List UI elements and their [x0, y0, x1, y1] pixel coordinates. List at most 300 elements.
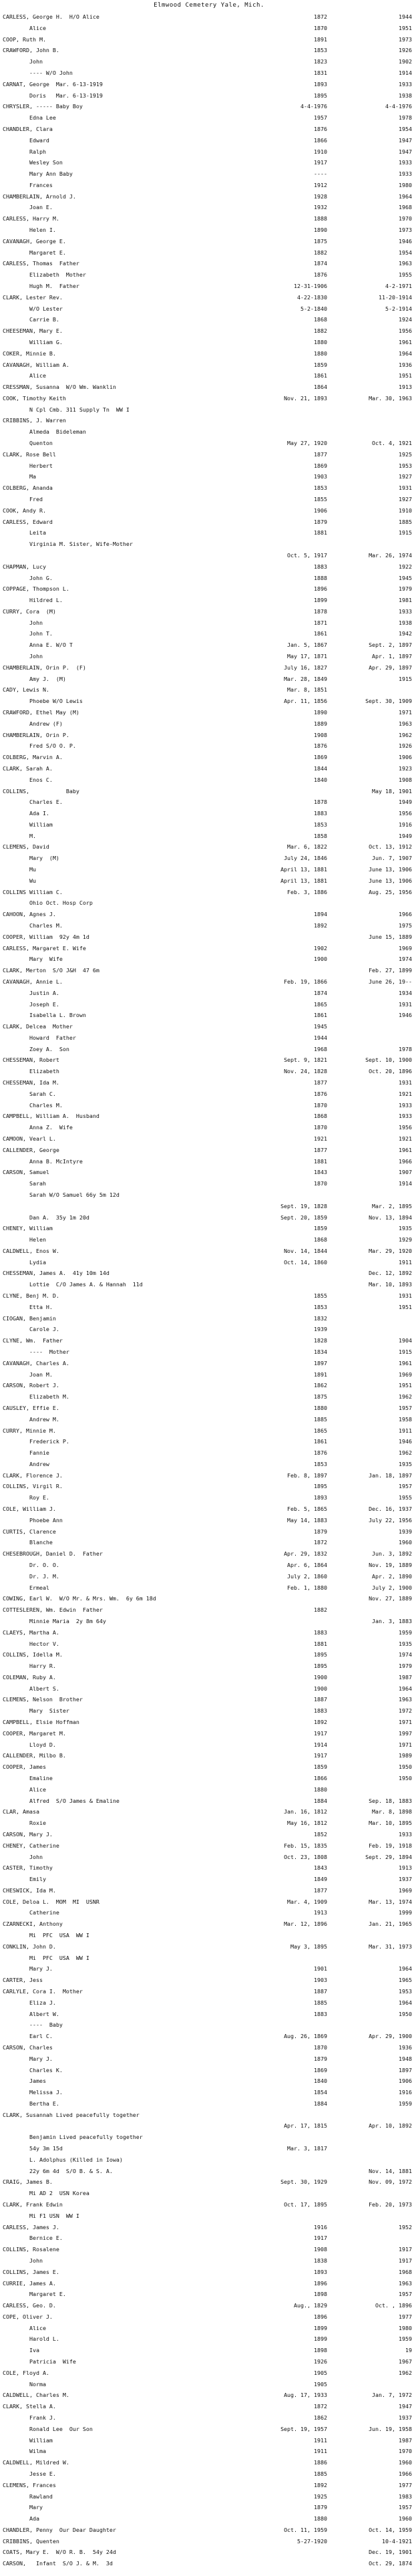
record-birth-date: 1893: [314, 1494, 327, 1501]
record-death-date: 1955: [399, 271, 412, 279]
record-row: [0, 462, 418, 470]
record-name: ---- W/O John: [3, 69, 73, 76]
record-name: Anna B. McIntyre: [3, 1157, 83, 1165]
record-name: Charles K.: [3, 2066, 63, 2073]
record-row: [0, 25, 418, 32]
record-row: [0, 1943, 418, 1951]
record-name: COKER, Minnie B.: [3, 349, 56, 357]
record-row: [0, 2470, 418, 2478]
record-name: CHAPMAN, Lucy: [3, 563, 46, 570]
record-death-date: Mar. 13, 1974: [369, 1898, 412, 1905]
record-row: [0, 1629, 418, 1636]
record-death-date: 1929: [399, 1236, 412, 1244]
record-name: CHANDLER, Penny Our Dear Daughter: [3, 2526, 116, 2533]
record-birth-date: 1899: [314, 2335, 327, 2343]
record-death-date: 1964: [399, 1965, 412, 1973]
record-name: Sarah: [3, 1180, 46, 1187]
record-birth-date: 1895: [314, 92, 327, 99]
record-death-date: 1964: [399, 192, 412, 200]
record-death-date: Mar. 2, 1895: [372, 1202, 412, 1209]
record-death-date: 1965: [399, 1977, 412, 1984]
record-row: [0, 316, 418, 323]
record-birth-date: 1897: [314, 1359, 327, 1367]
record-birth-date: Mar. 6, 1822: [287, 843, 327, 851]
record-death-date: 1933: [399, 1101, 412, 1109]
record-birth-date: 1892: [314, 2481, 327, 2488]
record-name: Anna E. W/O T: [3, 641, 73, 649]
record-row: [0, 1808, 418, 1816]
record-row: [0, 327, 418, 335]
record-birth-date: 1899: [314, 597, 327, 604]
record-row: [0, 1741, 418, 1749]
record-birth-date: 1878: [314, 607, 327, 615]
record-row: [0, 227, 418, 234]
record-row: [0, 1539, 418, 1546]
record-name: Lottie C/O James A. & Hannah 11d: [3, 1281, 143, 1288]
record-name: Herbert: [3, 462, 53, 469]
record-death-date: Oct. , 1896: [375, 2302, 412, 2309]
record-death-date: 1969: [399, 1886, 412, 1894]
record-death-date: 1913: [399, 1864, 412, 1872]
record-death-date: 1953: [399, 1987, 412, 1995]
record-name: Patricia Wife: [3, 2358, 76, 2365]
record-row: [0, 2392, 418, 2399]
record-name: CRAWFORD, John B.: [3, 47, 59, 54]
record-birth-date: 1917: [314, 1752, 327, 1759]
record-death-date: 1961: [399, 1146, 412, 1153]
record-name: Fred S/O O. P.: [3, 742, 76, 750]
record-row: [0, 720, 418, 728]
record-death-date: Jan. 7, 1972: [372, 2392, 412, 2399]
record-row: [0, 2313, 418, 2321]
record-death-date: 1933: [399, 80, 412, 88]
record-row: [0, 2168, 418, 2175]
record-name: Eliza J.: [3, 1999, 56, 2006]
record-row: [0, 2067, 418, 2074]
record-death-date: 1954: [399, 125, 412, 132]
record-birth-date: 1910: [314, 148, 327, 155]
record-row: [0, 204, 418, 211]
record-death-date: 1939: [399, 1528, 412, 1535]
record-name: John: [3, 58, 43, 65]
record-birth-date: Jan. 16, 1812: [284, 1808, 327, 1816]
record-death-date: 1926: [399, 47, 412, 54]
record-row: [0, 473, 418, 480]
record-birth-date: 1870: [314, 1101, 327, 1109]
record-name: CRIBBINS, J. Warren: [3, 417, 66, 424]
record-death-date: 1953: [399, 462, 412, 469]
record-name: Alfred S/O James & Emaline: [3, 1797, 120, 1804]
record-death-date: Nov. 19, 1889: [369, 1561, 412, 1568]
record-death-date: 1962: [399, 1393, 412, 1401]
record-birth-date: 1899: [314, 2324, 327, 2331]
record-death-date: Jun. 19, 1958: [369, 2425, 412, 2432]
record-name: Dan A. 35y 1m 20d: [3, 1213, 89, 1221]
record-row: [0, 159, 418, 166]
record-row: [0, 1449, 418, 1457]
record-birth-date: 1877: [314, 1146, 327, 1153]
record-name: COLLINS, James E.: [3, 2268, 59, 2275]
record-name: CASTER, Timothy: [3, 1864, 53, 1872]
record-birth-date: 1880: [314, 349, 327, 357]
record-birth-date: 1864: [314, 384, 327, 391]
record-birth-date: 1840: [314, 776, 327, 783]
record-name: CLARK, Rose Bell: [3, 450, 56, 458]
record-name: Norma: [3, 2380, 46, 2388]
record-birth-date: 1890: [314, 708, 327, 716]
record-name: CALDWELL, Enos W.: [3, 1247, 59, 1254]
record-name: CHRYSLER, ----- Baby Boy: [3, 103, 83, 110]
record-birth-date: Sept. 19, 1957: [280, 2425, 327, 2432]
record-birth-date: 1925: [314, 2492, 327, 2500]
record-death-date: 1964: [399, 349, 412, 357]
record-birth-date: 1888: [314, 215, 327, 223]
record-row: [0, 1696, 418, 1703]
record-row: [0, 417, 418, 424]
record-row: [0, 484, 418, 492]
record-name: CHANDLER, Clara: [3, 125, 53, 132]
record-name: COLLINS, Baby: [3, 787, 79, 795]
record-birth-date: 1840: [314, 2078, 327, 2085]
record-name: Anna Z. Wife: [3, 1124, 73, 1131]
record-row: [0, 2235, 418, 2242]
record-birth-date: 1905: [314, 2369, 327, 2376]
record-name: CARLYLE, Cora I. Mother: [3, 1987, 83, 1995]
record-name: CHEESEMAN, Mary E.: [3, 327, 63, 335]
record-death-date: 1935: [399, 1640, 412, 1647]
record-birth-date: 1875: [314, 1393, 327, 1401]
record-row: [0, 833, 418, 840]
record-birth-date: 1898: [314, 2291, 327, 2298]
record-death-date: 1917: [399, 2257, 412, 2264]
record-death-date: 1968: [399, 204, 412, 211]
record-row: [0, 69, 418, 77]
record-name: CAVANAGH, William A.: [3, 361, 69, 368]
record-name: COOP, Ruth M.: [3, 35, 46, 43]
record-birth-date: 1881: [314, 1157, 327, 1165]
record-death-date: 1950: [399, 1763, 412, 1771]
record-death-date: Mar. 30, 1963: [369, 394, 412, 402]
record-death-date: 1963: [399, 720, 412, 727]
record-death-date: 1938: [399, 619, 412, 626]
record-birth-date: 1891: [314, 35, 327, 43]
record-row: [0, 563, 418, 571]
record-row: [0, 81, 418, 88]
record-death-date: Dec. 12, 1892: [369, 1270, 412, 1277]
record-name: Mary Sister: [3, 1707, 69, 1715]
record-name: Carole J.: [3, 1326, 59, 1333]
record-birth-date: 4-4-1976: [300, 103, 327, 110]
record-birth-date: 1865: [314, 1427, 327, 1434]
record-birth-date: 1879: [314, 2055, 327, 2062]
record-row: [0, 1360, 418, 1367]
record-row: [0, 2011, 418, 2018]
record-name: CHAMBERLAIN, Orin P.: [3, 731, 69, 738]
record-name: CHENEY, Catherine: [3, 1842, 59, 1849]
record-row: [0, 754, 418, 761]
record-birth-date: 5-2-1840: [300, 305, 327, 312]
record-birth-date: 1912: [314, 181, 327, 188]
record-name: COLLINS William C.: [3, 888, 63, 895]
record-birth-date: 1868: [314, 316, 327, 323]
record-death-date: 1962: [399, 1449, 412, 1457]
record-row: [0, 1573, 418, 1580]
record-row: [0, 1988, 418, 1995]
record-death-date: 1914: [399, 69, 412, 76]
record-birth-date: 1957: [314, 114, 327, 122]
record-name: ---- Baby: [3, 2021, 63, 2029]
record-row: [0, 2178, 418, 2186]
record-birth-date: 1870: [314, 1180, 327, 1187]
record-name: CAUSLEY, Effie E.: [3, 1404, 59, 1411]
record-birth-date: 1885: [314, 1999, 327, 2006]
record-birth-date: 1885: [314, 1415, 327, 1423]
record-birth-date: 1874: [314, 989, 327, 996]
record-name: COATS, Mary E. W/O R. B. 54y 24d: [3, 2549, 116, 2556]
record-death-date: 1997: [399, 1729, 412, 1737]
record-death-date: 1966: [399, 911, 412, 918]
record-birth-date: 1878: [314, 799, 327, 806]
record-death-date: 1936: [399, 361, 412, 368]
record-death-date: 1972: [399, 1707, 412, 1715]
record-death-date: 1964: [399, 1999, 412, 2006]
record-death-date: 1931: [399, 1079, 412, 1086]
record-death-date: 1950: [399, 2010, 412, 2017]
record-death-date: 1947: [399, 136, 412, 144]
record-death-date: 4-2-1971: [385, 282, 412, 289]
record-birth-date: 1945: [314, 1023, 327, 1030]
record-birth-date: 1879: [314, 2504, 327, 2511]
record-row: [0, 2156, 418, 2164]
record-name: CHESEBROUGH, Daniel D. Father: [3, 1550, 103, 1558]
record-death-date: 19: [405, 2347, 412, 2354]
record-birth-date: 1869: [314, 754, 327, 761]
record-row: [0, 922, 418, 929]
record-death-date: 1951: [399, 372, 412, 380]
record-row: [0, 2257, 418, 2265]
record-name: CLEMENS, David: [3, 843, 49, 851]
record-name: CHESSEMAN, James A. 41y 10m 14d: [3, 1270, 110, 1277]
record-birth-date: 12-31-1906: [294, 282, 327, 289]
record-death-date: 1969: [399, 1371, 412, 1378]
record-death-date: 1987: [399, 1673, 412, 1681]
record-name: Charles M.: [3, 921, 63, 929]
record-row: [0, 1472, 418, 1479]
record-name: COLE, Deloa L. MOM MI USNR: [3, 1898, 99, 1905]
record-name: Alice: [3, 372, 46, 380]
record-birth-date: 1876: [314, 125, 327, 132]
record-row: [0, 1461, 418, 1468]
record-name: Ermeal: [3, 1584, 49, 1591]
record-row: [0, 103, 418, 110]
record-row: [0, 2122, 418, 2130]
record-name: CLARK, Florence J.: [3, 1471, 63, 1479]
record-birth-date: 1876: [314, 742, 327, 750]
record-name: CRESSMAN, Susanna W/O Wm. Wanklin: [3, 384, 116, 391]
record-birth-date: Jan. 5, 1867: [287, 641, 327, 649]
record-birth-date: 1865: [314, 1000, 327, 1008]
record-row: [0, 2224, 418, 2231]
record-name: CLAR, Amasa: [3, 1808, 39, 1816]
record-death-date: Oct. 14, 1959: [369, 2526, 412, 2533]
record-birth-date: 1881: [314, 529, 327, 537]
record-row: [0, 788, 418, 795]
record-name: COLBERG, Ananda: [3, 484, 53, 492]
record-row: [0, 428, 418, 436]
record-name: Almeda Bideleman: [3, 428, 86, 436]
record-name: Edward: [3, 136, 49, 144]
record-row: [0, 1068, 418, 1075]
record-row: [0, 2347, 418, 2354]
record-birth-date: 1896: [314, 2313, 327, 2320]
record-birth-date: 1876: [314, 1090, 327, 1097]
record-birth-date: July 24, 1846: [284, 855, 327, 862]
record-name: Andrew: [3, 1460, 49, 1467]
record-death-date: 1944: [399, 13, 412, 20]
record-row: [0, 1281, 418, 1288]
record-name: Harold L.: [3, 2335, 59, 2343]
record-name: CAMPBELL, William A. Husband: [3, 1113, 99, 1120]
record-death-date: 1911: [399, 1258, 412, 1266]
record-row: [0, 1528, 418, 1536]
record-birth-date: Oct. 5, 1917: [287, 551, 327, 559]
record-death-date: 1983: [399, 2492, 412, 2500]
record-name: CURRY, Minnie M.: [3, 1427, 56, 1434]
record-row: [0, 1842, 418, 1850]
record-name: Wu: [3, 877, 36, 884]
record-birth-date: 1901: [314, 1965, 327, 1973]
record-row: [0, 350, 418, 357]
record-death-date: 1999: [399, 1909, 412, 1916]
record-name: CALLENDER, Milbo B.: [3, 1752, 66, 1759]
record-birth-date: 1883: [314, 2010, 327, 2017]
record-death-date: 1885: [399, 518, 412, 525]
record-row: [0, 406, 418, 414]
record-birth-date: 1871: [314, 619, 327, 626]
record-name: Mary J.: [3, 2055, 53, 2062]
record-death-date: 1962: [399, 2369, 412, 2376]
record-name: CAVANAGH, George E.: [3, 237, 66, 245]
record-row: [0, 2246, 418, 2253]
record-birth-date: 1861: [314, 1012, 327, 1019]
record-birth-date: 1866: [314, 1774, 327, 1781]
record-name: Ada: [3, 2515, 39, 2523]
record-name: Emaline: [3, 1774, 53, 1781]
record-name: 54y 3m 15d: [3, 2145, 63, 2152]
record-name: Iva: [3, 2347, 39, 2354]
record-death-date: 1933: [399, 170, 412, 178]
record-name: CLARK, Merton S/O J&H 47 6m: [3, 967, 99, 974]
record-death-date: 1960: [399, 2459, 412, 2466]
record-row: [0, 13, 418, 21]
record-birth-date: 1928: [314, 192, 327, 200]
record-name: CARNAT, George Mar. 6-13-1919: [3, 80, 103, 88]
record-death-date: 1963: [399, 2279, 412, 2287]
record-row: [0, 1001, 418, 1008]
record-death-date: 1974: [399, 956, 412, 963]
record-death-date: 1904: [399, 1337, 412, 1344]
record-name: Mu: [3, 866, 36, 873]
record-birth-date: 1852: [314, 1830, 327, 1838]
record-row: [0, 238, 418, 245]
record-row: [0, 1640, 418, 1648]
record-death-date: 1931: [399, 484, 412, 492]
record-death-date: 1946: [399, 1012, 412, 1019]
record-death-date: 1966: [399, 2470, 412, 2477]
record-death-date: 1980: [399, 181, 412, 188]
record-birth-date: 1884: [314, 1797, 327, 1804]
record-name: CLEMENS, Nelson Brother: [3, 1696, 83, 1703]
record-row: [0, 1965, 418, 1973]
record-death-date: May 18, 1901: [372, 787, 412, 795]
record-row: [0, 126, 418, 133]
record-birth-date: 1828: [314, 1337, 327, 1344]
record-name: John: [3, 1853, 43, 1860]
record-birth-date: 1861: [314, 630, 327, 637]
record-name: Ma: [3, 473, 36, 480]
record-death-date: Sep. 18, 1883: [369, 1797, 412, 1804]
record-birth-date: 1844: [314, 764, 327, 772]
record-death-date: 1946: [399, 1438, 412, 1445]
record-birth-date: 1903: [314, 473, 327, 480]
record-death-date: 1947: [399, 148, 412, 155]
record-death-date: 1961: [399, 338, 412, 345]
record-row: [0, 2560, 418, 2567]
record-birth-date: 1882: [314, 327, 327, 335]
record-death-date: Sept. 30, 1909: [365, 698, 412, 705]
record-birth-date: May 3, 1895: [290, 1943, 327, 1950]
record-row: [0, 653, 418, 660]
record-birth-date: Oct. 23, 1808: [284, 1853, 327, 1860]
record-birth-date: 1870: [314, 2043, 327, 2051]
record-name: W/O Lester: [3, 305, 63, 312]
record-row: [0, 182, 418, 189]
record-birth-date: 1872: [314, 1539, 327, 1546]
record-row: [0, 889, 418, 896]
record-death-date: 1979: [399, 585, 412, 593]
record-name: CALDWELL, Charles M.: [3, 2392, 69, 2399]
record-row: [0, 1898, 418, 1906]
record-row: [0, 1775, 418, 1782]
record-name: Doris Mar. 6-13-1919: [3, 92, 103, 99]
record-birth-date: 1880: [314, 338, 327, 345]
record-death-date: 1902: [399, 58, 412, 65]
record-name: Rawland: [3, 2492, 53, 2500]
record-name: Bertha E.: [3, 2100, 59, 2107]
record-name: CALLENDER, George: [3, 1146, 59, 1153]
record-row: [0, 1550, 418, 1558]
record-name: Frances: [3, 181, 53, 188]
record-birth-date: Nov. 14, 1844: [284, 1247, 327, 1254]
record-death-date: 1947: [399, 2403, 412, 2410]
record-birth-date: 1823: [314, 58, 327, 65]
record-row: [0, 1091, 418, 1098]
record-death-date: 1957: [399, 2291, 412, 2298]
record-death-date: June 13, 1906: [369, 866, 412, 873]
record-row: [0, 1820, 418, 1827]
record-name: COTTESLEREN, Wm. Edwin Father: [3, 1606, 103, 1614]
record-death-date: June 15, 1889: [369, 933, 412, 940]
record-name: Alice: [3, 24, 46, 31]
record-birth-date: Apr. 11, 1856: [284, 698, 327, 705]
record-death-date: July 22, 1956: [369, 1516, 412, 1524]
record-row: [0, 742, 418, 750]
record-row: [0, 641, 418, 649]
record-name: CRIBBINS, Quenten: [3, 2537, 59, 2545]
record-birth-date: 1900: [314, 1673, 327, 1681]
record-row: [0, 2291, 418, 2298]
record-name: CURTIS, Clarence: [3, 1528, 56, 1535]
